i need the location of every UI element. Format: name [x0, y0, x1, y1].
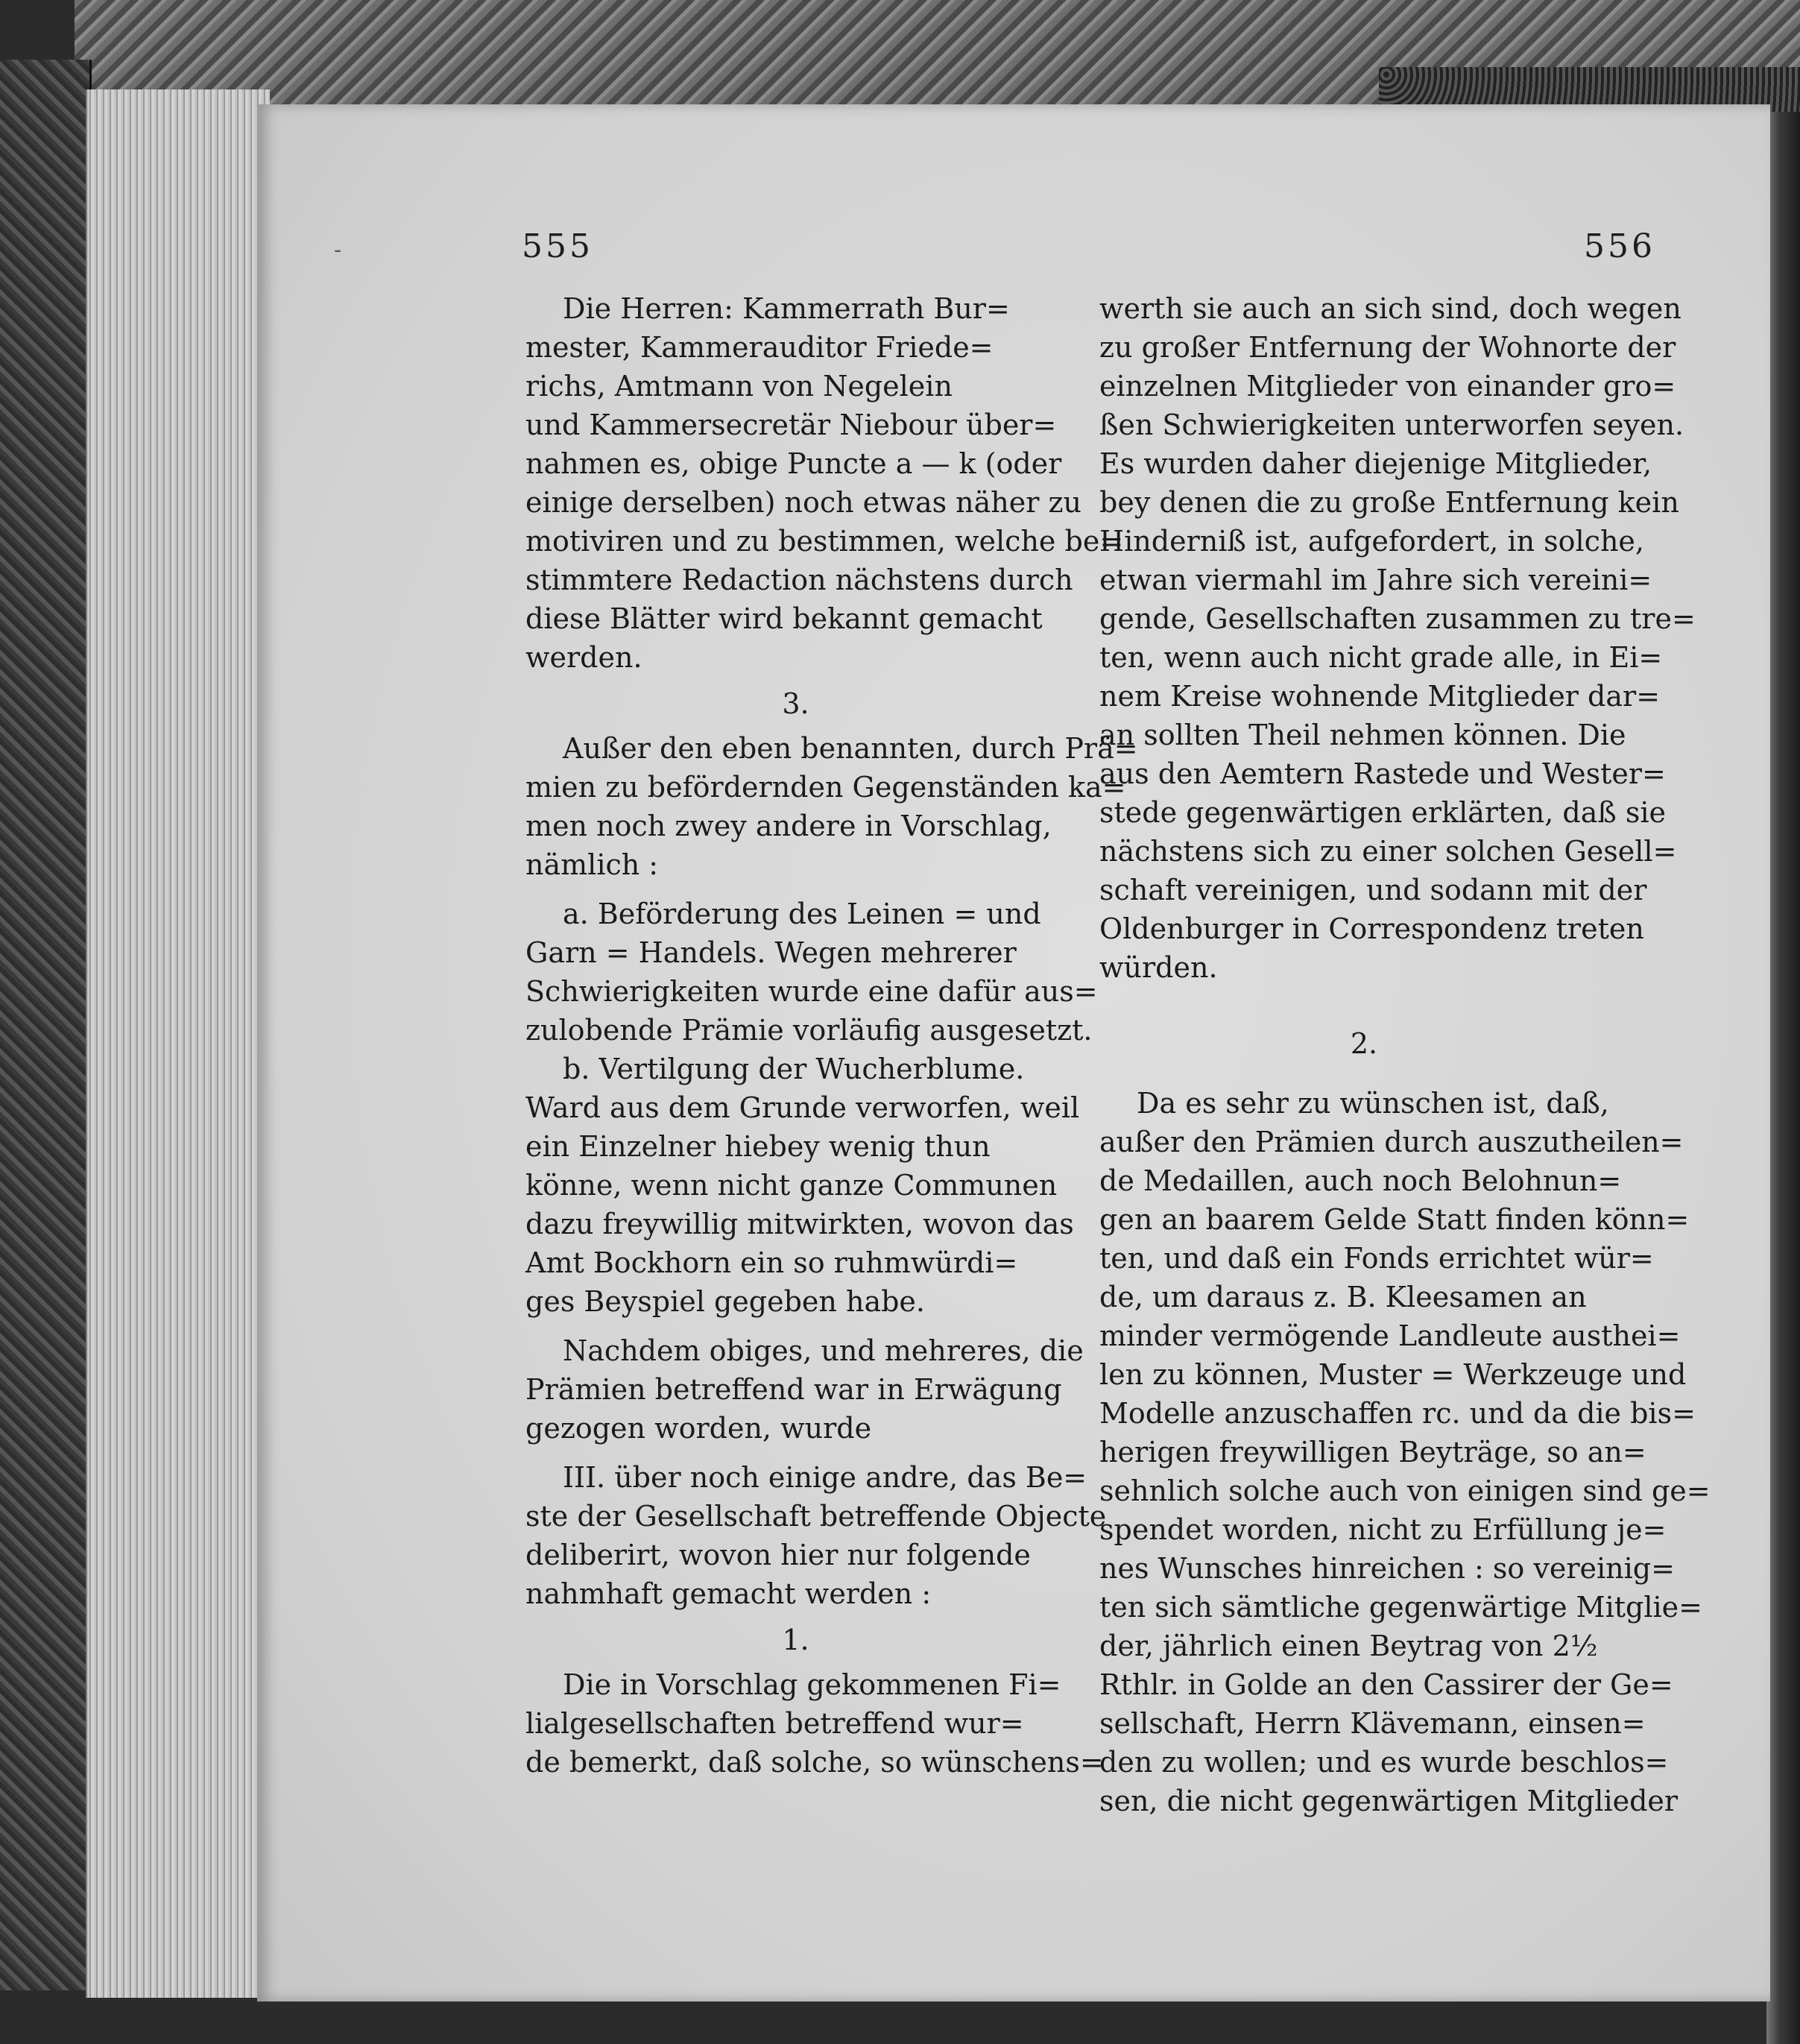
text-line: lialgesellschaften betreffend wur= [525, 1707, 1024, 1740]
text-line: sen, die nicht gegenwärtigen Mitglieder [1099, 1785, 1679, 1817]
text-line: aus den Aemtern Rastede und Wester= [1099, 757, 1666, 790]
text-line: Rthlr. in Golde an den Cassirer der Ge= [1099, 1668, 1673, 1701]
text-line: diese Blätter wird bekannt gemacht [525, 602, 1043, 635]
left-page-number: 555 [522, 227, 593, 265]
text-line: Garn = Handels. Wegen mehrerer [525, 936, 1017, 969]
text-line: III. über noch einige andre, das Be= [563, 1461, 1087, 1494]
right-column [1099, 289, 1711, 1820]
text-line: ges Beyspiel gegeben habe. [525, 1285, 925, 1318]
text-line: gen an baarem Gelde Statt finden könn= [1099, 1203, 1690, 1236]
text-line: bey denen die zu große Entfernung kein [1099, 486, 1679, 519]
text-line: a. Beförderung des Leinen = und [563, 898, 1041, 930]
text-line: an sollten Theil nehmen können. Die [1099, 719, 1626, 751]
text-line: zulobende Prämie vorläufig ausgesetzt. [525, 1014, 1093, 1047]
text-line: mien zu befördernden Gegenständen ka= [525, 771, 1126, 804]
text-line: nahmen es, obige Puncte a — k (oder [525, 447, 1062, 480]
text-line: und Kammersecretär Niebour über= [525, 409, 1057, 441]
text-line: Die in Vorschlag gekommenen Fi= [563, 1668, 1061, 1701]
left-column [525, 289, 1138, 1782]
text-line: ßen Schwierigkeiten unterworfen seyen. [1099, 409, 1684, 441]
book-binding-right [1766, 112, 1800, 2044]
text-line: der, jährlich einen Beytrag von 2½ [1099, 1630, 1598, 1662]
text-line: gende, Gesellschaften zusammen zu tre= [1099, 602, 1696, 635]
text-line: etwan viermahl im Jahre sich vereini= [1099, 564, 1652, 596]
text-line: einige derselben) noch etwas näher zu [525, 486, 1082, 519]
text-line: ein Einzelner hiebey wenig thun [525, 1130, 991, 1163]
text-line: Außer den eben benannten, durch Prä= [563, 732, 1138, 765]
text-line: minder vermögende Landleute austhei= [1099, 1319, 1681, 1352]
text-line: werden. [525, 641, 642, 674]
text-line: Nachdem obiges, und mehreres, die [563, 1334, 1084, 1367]
text-line: den zu wollen; und es wurde beschlos= [1099, 1746, 1669, 1779]
text-line: motiviren und zu bestimmen, welche be= [525, 525, 1124, 558]
section-number: 3. [782, 687, 809, 720]
text-line: Schwierigkeiten wurde eine dafür aus= [525, 975, 1098, 1008]
text-line: de, um daraus z. B. Kleesamen an [1099, 1281, 1587, 1313]
text-line: len zu können, Muster = Werkzeuge und [1099, 1358, 1687, 1391]
text-line: nem Kreise wohnende Mitglieder dar= [1099, 680, 1661, 713]
text-line: nes Wunsches hinreichen : so vereinig= [1099, 1552, 1675, 1585]
text-line: Amt Bockhorn ein so ruhmwürdi= [525, 1246, 1018, 1279]
text-line: Oldenburger in Correspondenz treten [1099, 912, 1644, 945]
text-line: Die Herren: Kammerrath Bur= [563, 292, 1010, 325]
text-line: Es wurden daher diejenige Mitglieder, [1099, 447, 1652, 480]
text-line: gezogen worden, wurde [525, 1412, 872, 1445]
text-line: stimmtere Redaction nächstens durch [525, 564, 1073, 596]
text-line: deliberirt, wovon hier nur folgende [525, 1539, 1031, 1571]
text-line: könne, wenn nicht ganze Communen [525, 1169, 1058, 1202]
book-cover-left [0, 60, 92, 1990]
text-line: nämlich : [525, 848, 659, 881]
text-line: einzelnen Mitglieder von einander gro= [1099, 370, 1676, 403]
text-line: de Medaillen, auch noch Belohnun= [1099, 1164, 1622, 1197]
right-page-number: 556 [1584, 227, 1655, 265]
text-line: herigen freywilligen Beyträge, so an= [1099, 1436, 1646, 1469]
text-line: de bemerkt, daß solche, so wünschens= [525, 1746, 1104, 1779]
text-line: dazu freywillig mitwirkten, wovon das [525, 1208, 1074, 1240]
text-line: Da es sehr zu wünschen ist, daß, [1137, 1087, 1609, 1120]
text-line: ste der Gesellschaft betreffende Objecte [525, 1500, 1107, 1533]
text-line: ten, und daß ein Fonds errichtet wür= [1099, 1242, 1654, 1275]
text-line: zu großer Entfernung der Wohnorte der [1099, 331, 1676, 364]
text-line: stede gegenwärtigen erklärten, daß sie [1099, 796, 1667, 829]
section-number: 1. [782, 1624, 809, 1656]
text-line: Hinderniß ist, aufgefordert, in solche, [1099, 525, 1644, 558]
page-edges-stack [86, 89, 270, 1998]
text-line: sehnlich solche auch von einigen sind ge= [1099, 1474, 1711, 1507]
text-line: ten, wenn auch nicht grade alle, in Ei= [1099, 641, 1663, 674]
text-line: b. Vertilgung der Wucherblume. [563, 1053, 1025, 1085]
text-line: nächstens sich zu einer solchen Gesell= [1099, 835, 1677, 868]
text-line: werth sie auch an sich sind, doch wegen [1099, 292, 1681, 325]
text-line: ten sich sämtliche gegenwärtige Mitglie= [1099, 1591, 1702, 1624]
text-line: Modelle anzuschaffen rc. und da die bis= [1099, 1397, 1696, 1430]
text-line: spendet worden, nicht zu Erfüllung je= [1099, 1513, 1667, 1546]
margin-mark: - [334, 237, 342, 263]
text-line: Prämien betreffend war in Erwägung [525, 1373, 1062, 1406]
text-line: außer den Prämien durch auszutheilen= [1099, 1126, 1684, 1158]
text-line: mester, Kammerauditor Friede= [525, 331, 994, 364]
text-line: würden. [1099, 951, 1218, 984]
section-number: 2. [1350, 1027, 1378, 1060]
text-line: sellschaft, Herrn Klävemann, einsen= [1099, 1707, 1646, 1740]
text-line: men noch zwey andere in Vorschlag, [525, 810, 1052, 842]
text-line: nahmhaft gemacht werden : [525, 1577, 932, 1610]
text-line: schaft vereinigen, und sodann mit der [1099, 874, 1647, 906]
text-line: richs, Amtmann von Negelein [525, 370, 953, 403]
text-line: Ward aus dem Grunde verworfen, weil [525, 1091, 1080, 1124]
